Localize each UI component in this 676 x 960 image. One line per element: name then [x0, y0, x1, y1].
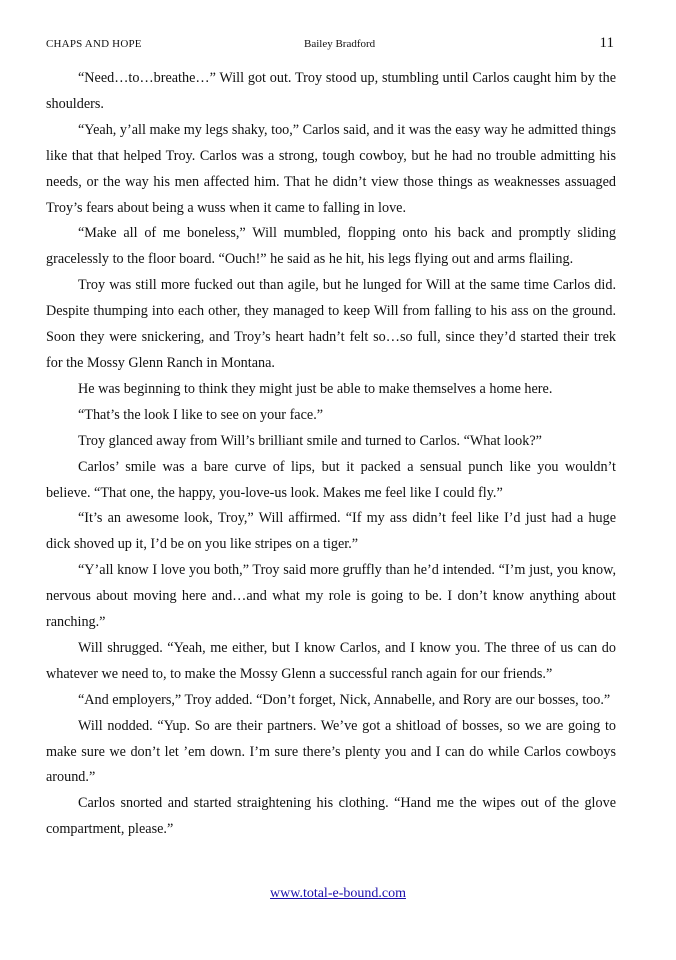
- author-name: Bailey Bradford: [304, 38, 376, 50]
- paragraph: “Need…to…breathe…” Will got out. Troy stood up, stumbling until Carlos caught him by the shoulders.: [46, 70, 616, 112]
- paragraph: He was beginning to think they might just be able to make themselves a home here.: [78, 380, 553, 397]
- paragraph: Troy glanced away from Will’s brilliant smile and turned to Carlos. “What look?”: [78, 432, 542, 449]
- page-number: 11: [599, 35, 614, 51]
- footer: [0, 886, 676, 902]
- paragraph: “Yeah, y’all make my legs shaky, too,” Carlos said, and it was the easy way he admitted things like that that helped Troy. Carlos was a strong, tough cowboy, but he had no trouble admitting his needs, or the way his men affected him. That he didn’t view those things as weaknesses assuaged Troy’s fears about being a wuss when it came to falling in love.: [46, 121, 616, 216]
- running-header: [46, 34, 616, 56]
- book-title: CHAPS AND HOPE: [46, 38, 142, 50]
- paragraph: Will nodded. “Yup. So are their partners. We’ve got a shitload of bosses, so we are going to make sure we don’t let ’em down. I’m sure there’s plenty you and I can do while Carlos cowboys around.”: [46, 717, 616, 786]
- paragraph: Carlos’ smile was a bare curve of lips, but it packed a sensual punch like you wouldn’t believe. “That one, the happy, you-love-us look. Makes me feel like I could fly.”: [46, 458, 616, 501]
- paragraph: “That’s the look I like to see on your face.”: [78, 406, 324, 423]
- paragraph: Carlos snorted and started straightening his clothing. “Hand me the wipes out of the glove compartment, please.”: [46, 795, 616, 838]
- paragraph: Will shrugged. “Yeah, me either, but I know Carlos, and I know you. The three of us can do whatever we need to, to make the Mossy Glenn a successful ranch again for our friends.”: [46, 639, 616, 682]
- publisher-link[interactable]: www.total-e-bound.com: [270, 886, 406, 901]
- body-text: [46, 66, 616, 843]
- paragraph: “Y’all know I love you both,” Troy said more gruffly than he’d intended. “I’m just, you know, nervous about moving here and…and what my role is going to be. I don’t know anything about ranching.”: [46, 562, 616, 631]
- paragraph: Troy was still more fucked out than agile, but he lunged for Will at the same time Carlos did. Despite thumping into each other, they managed to keep Will from falling to his ass on the ground. Soon they were snickering, and Troy’s heart hadn’t felt so…so full, since they’d started their trek for the Mossy Glenn Ranch in Montana.: [46, 277, 616, 371]
- paragraph: “Make all of me boneless,” Will mumbled, flopping onto his back and promptly sliding gracelessly to the floor board. “Ouch!” he said as he hit, his legs flying out and arms flailing.: [46, 225, 616, 268]
- paragraph: “It’s an awesome look, Troy,” Will affirmed. “If my ass didn’t feel like I’d just had a huge dick shoved up it, I’d be on you like stripes on a tiger.”: [46, 510, 616, 553]
- paragraph: “And employers,” Troy added. “Don’t forget, Nick, Annabelle, and Rory are our bosses, too.”: [78, 691, 611, 708]
